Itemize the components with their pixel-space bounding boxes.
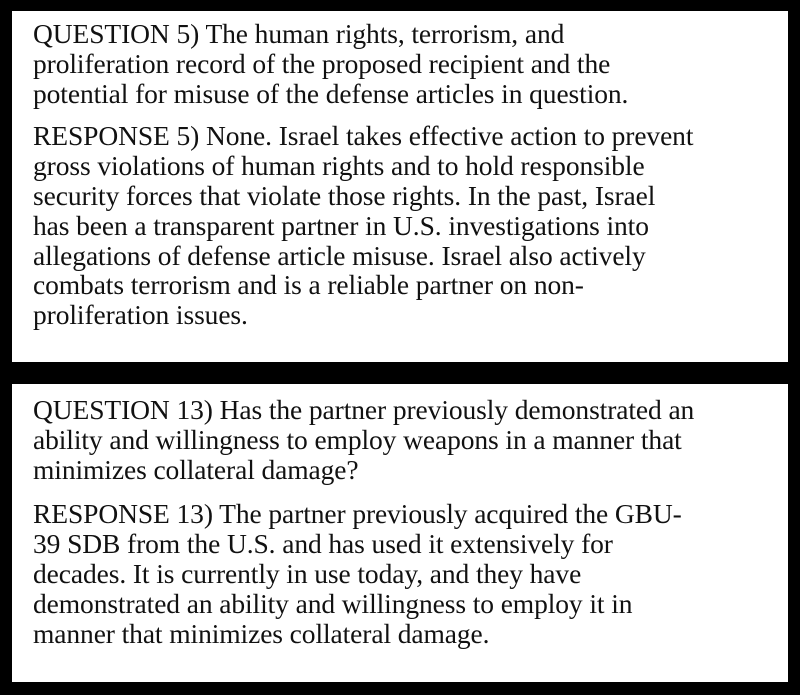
- question-5-text: [33, 19, 778, 108]
- question-5-panel: [12, 11, 788, 362]
- text-line: security forces that violate those rights. In the past, Israel: [33, 179, 656, 211]
- text-line: RESPONSE 13) The partner previously acquired the GBU-: [33, 498, 682, 530]
- text-line: demonstrated an ability and willingness to employ it in: [33, 587, 633, 619]
- question-13-text: [33, 395, 778, 484]
- text-line: gross violations of human rights and to hold responsible: [33, 150, 645, 182]
- text-line: RESPONSE 5) None. Israel takes effective action to prevent: [33, 120, 694, 152]
- text-line: manner that minimizes collateral damage.: [33, 617, 490, 649]
- text-line: proliferation record of the proposed recipient and the: [33, 47, 611, 79]
- text-line: QUESTION 5) The human rights, terrorism, and: [33, 18, 565, 49]
- paragraph-gap: [33, 484, 778, 499]
- text-line: combats terrorism and is a reliable partner on non-: [33, 269, 584, 301]
- text-line: 39 SDB from the U.S. and has used it extensively for: [33, 528, 613, 560]
- question-13-panel: [12, 384, 788, 682]
- text-line: minimizes collateral damage?: [33, 453, 359, 485]
- response-13-text: [33, 499, 778, 648]
- text-line: proliferation issues.: [33, 299, 248, 331]
- text-line: has been a transparent partner in U.S. investigations into: [33, 209, 649, 241]
- text-line: allegations of defense article misuse. Israel also actively: [33, 239, 646, 271]
- text-line: decades. It is currently in use today, and they have: [33, 557, 582, 589]
- text-line: QUESTION 13) Has the partner previously demonstrated an: [33, 394, 695, 425]
- text-line: potential for misuse of the defense articles in question.: [33, 77, 629, 109]
- text-line: ability and willingness to employ weapons in a manner that: [33, 423, 682, 455]
- response-5-text: [33, 121, 778, 330]
